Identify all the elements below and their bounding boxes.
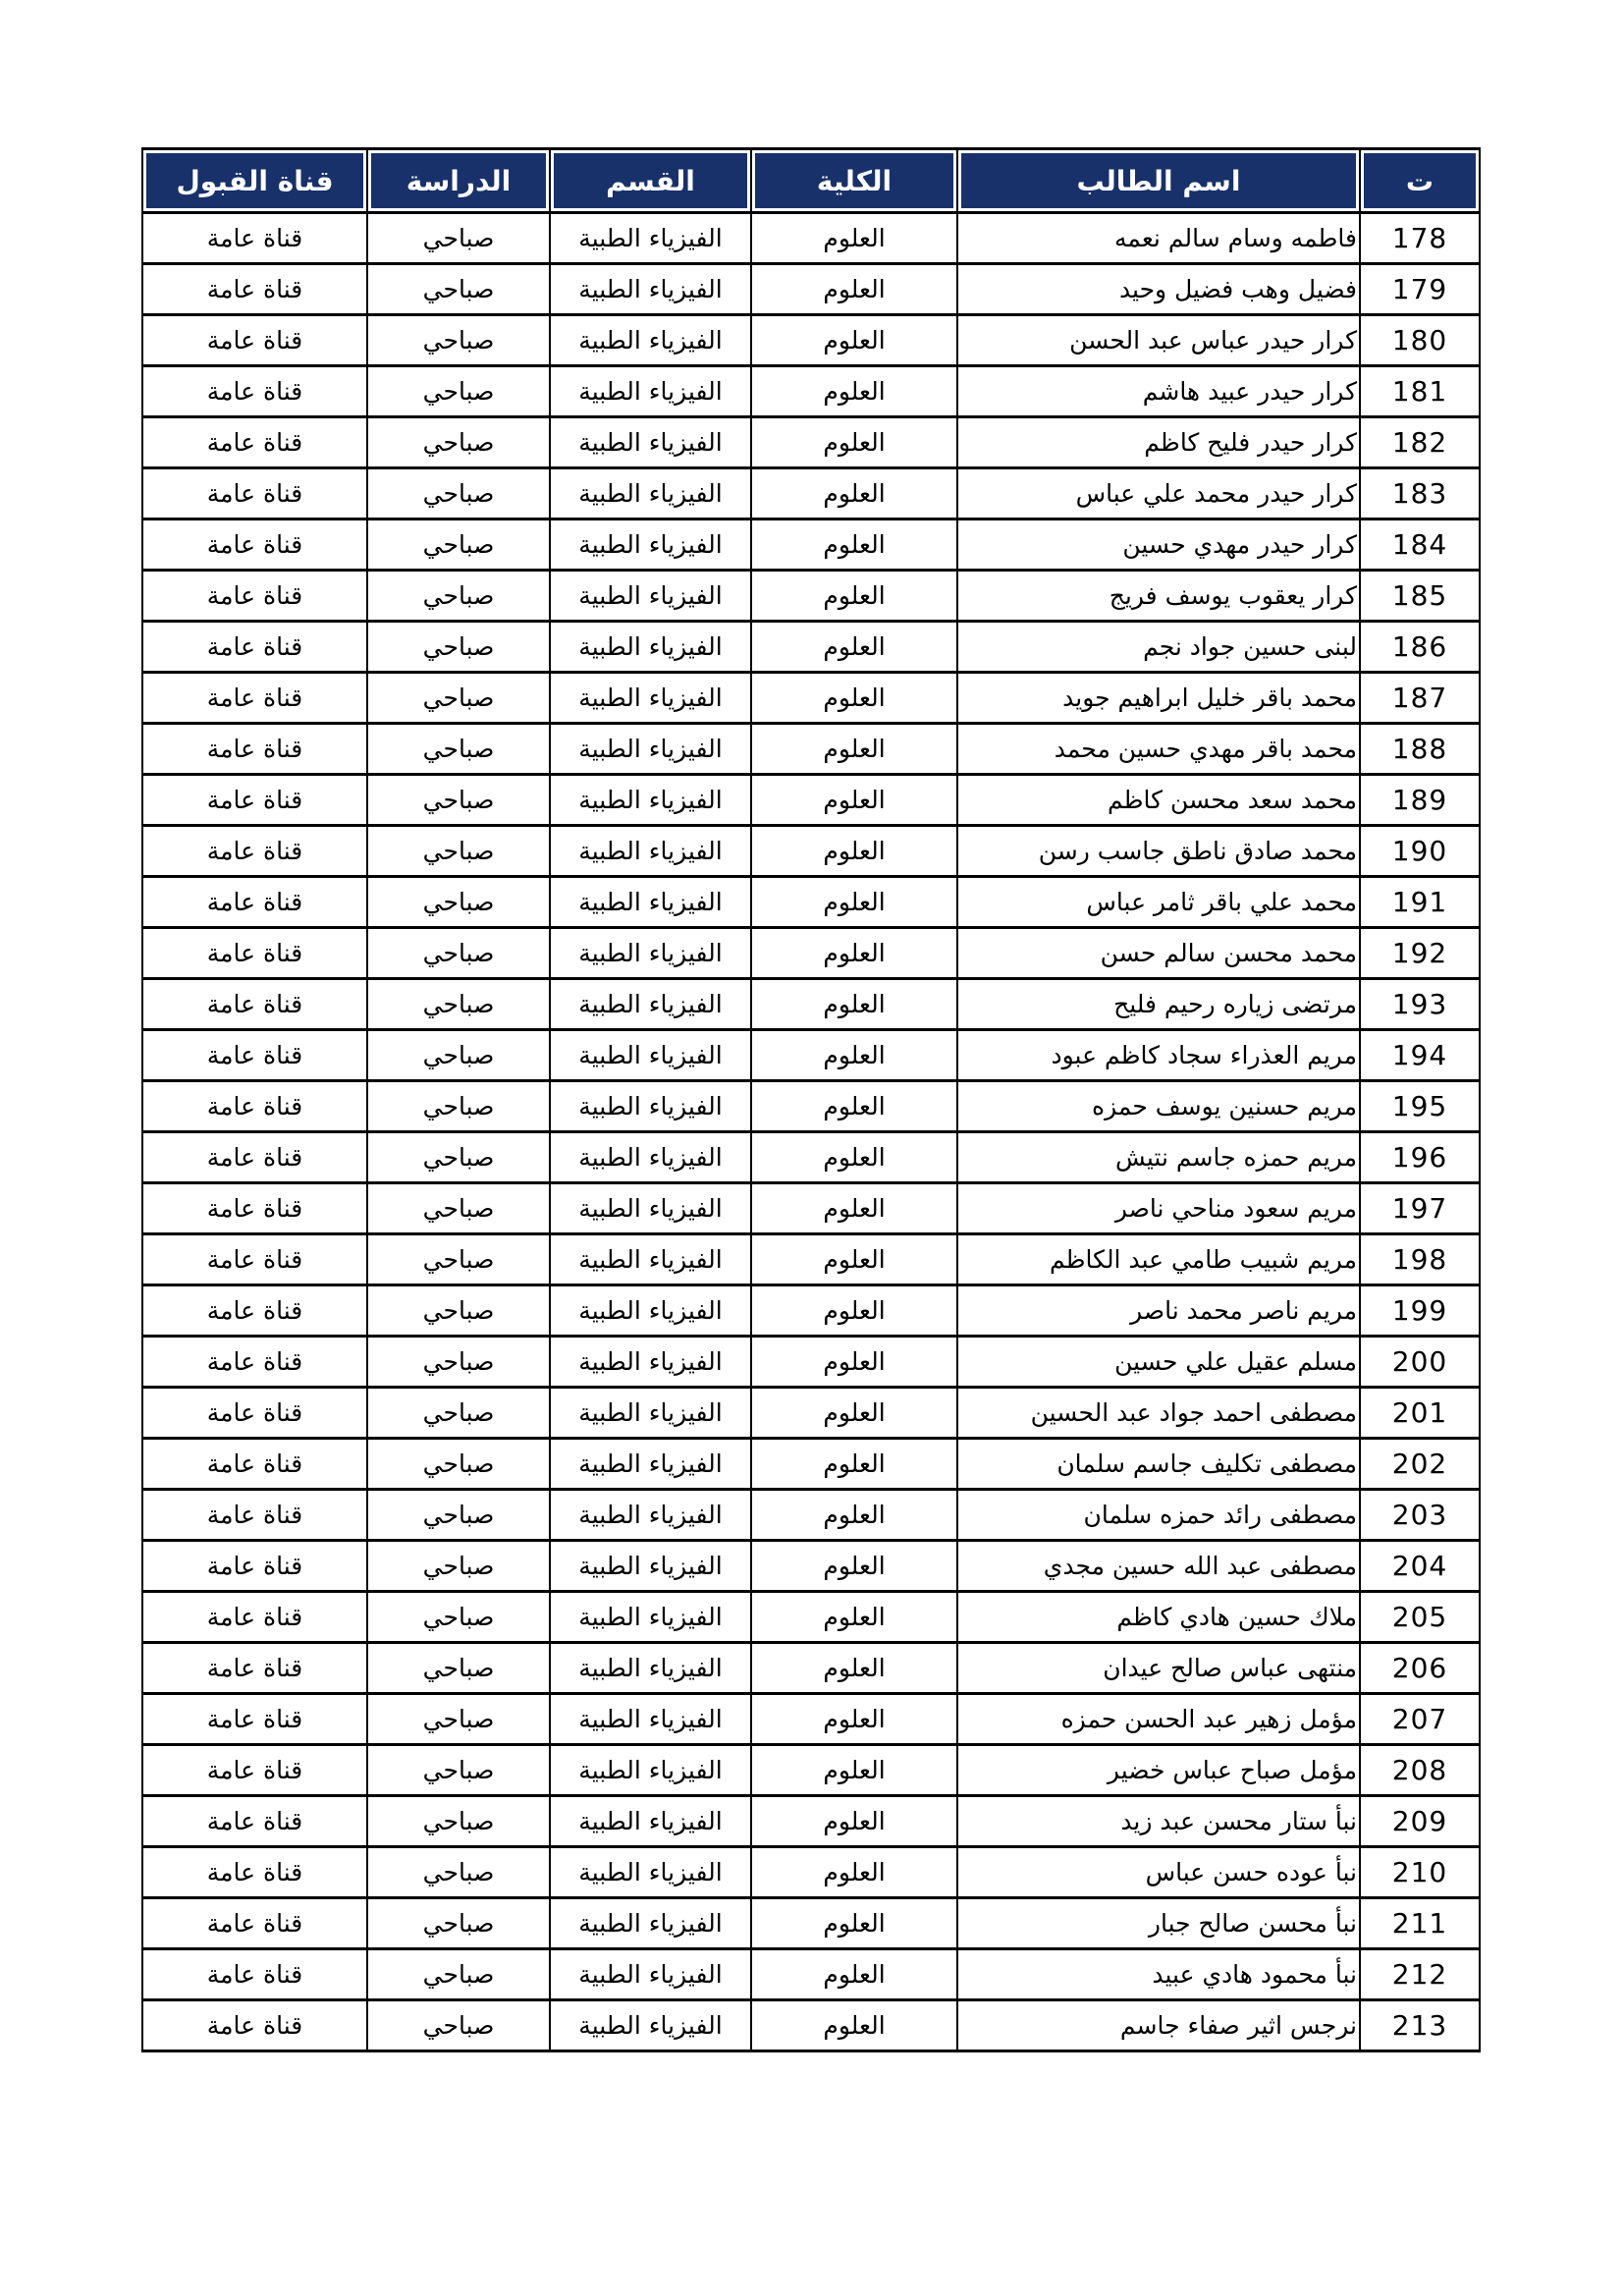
cell-admission-channel: قناة عامة xyxy=(142,1796,367,1847)
cell-study: صباحي xyxy=(367,877,550,928)
cell-department: الفيزياء الطبية xyxy=(550,1694,751,1745)
col-header-department: القسم xyxy=(550,149,751,213)
cell-study: صباحي xyxy=(367,1949,550,2000)
table-row xyxy=(142,1388,1480,1439)
cell-student-name: نبأ محسن صالح جبار xyxy=(957,1898,1360,1949)
cell-admission-channel: قناة عامة xyxy=(142,1439,367,1490)
cell-college: العلوم xyxy=(751,213,957,264)
cell-row-number: 208 xyxy=(1360,1745,1480,1796)
cell-student-name: مريم شبيب طامي عبد الكاظم xyxy=(957,1234,1360,1285)
cell-row-number: 206 xyxy=(1360,1643,1480,1694)
table-row xyxy=(142,1490,1480,1541)
cell-row-number: 195 xyxy=(1360,1081,1480,1132)
cell-college: العلوم xyxy=(751,826,957,877)
header-row xyxy=(142,149,1480,213)
table-row xyxy=(142,1132,1480,1183)
cell-row-number: 180 xyxy=(1360,315,1480,366)
table-row xyxy=(142,1592,1480,1643)
cell-admission-channel: قناة عامة xyxy=(142,1541,367,1592)
table-row xyxy=(142,1081,1480,1132)
cell-admission-channel: قناة عامة xyxy=(142,1490,367,1541)
cell-row-number: 192 xyxy=(1360,928,1480,979)
cell-college: العلوم xyxy=(751,1745,957,1796)
cell-college: العلوم xyxy=(751,1234,957,1285)
cell-college: العلوم xyxy=(751,724,957,775)
cell-study: صباحي xyxy=(367,1388,550,1439)
cell-row-number: 212 xyxy=(1360,1949,1480,2000)
cell-student-name: نرجس اثير صفاء جاسم xyxy=(957,2000,1360,2051)
cell-study: صباحي xyxy=(367,622,550,673)
table-row xyxy=(142,519,1480,571)
cell-admission-channel: قناة عامة xyxy=(142,519,367,571)
cell-admission-channel: قناة عامة xyxy=(142,673,367,724)
cell-department: الفيزياء الطبية xyxy=(550,417,751,468)
cell-department: الفيزياء الطبية xyxy=(550,775,751,826)
table-row xyxy=(142,622,1480,673)
cell-study: صباحي xyxy=(367,979,550,1030)
cell-admission-channel: قناة عامة xyxy=(142,1030,367,1081)
cell-department: الفيزياء الطبية xyxy=(550,1745,751,1796)
table-row xyxy=(142,1030,1480,1081)
cell-student-name: محمد صادق ناطق جاسب رسن xyxy=(957,826,1360,877)
cell-study: صباحي xyxy=(367,1541,550,1592)
cell-department: الفيزياء الطبية xyxy=(550,468,751,519)
cell-study: صباحي xyxy=(367,264,550,315)
cell-college: العلوم xyxy=(751,1337,957,1388)
cell-row-number: 199 xyxy=(1360,1285,1480,1337)
col-header-student-name: اسم الطالب xyxy=(957,149,1360,213)
cell-admission-channel: قناة عامة xyxy=(142,1949,367,2000)
cell-row-number: 181 xyxy=(1360,366,1480,417)
table-row xyxy=(142,366,1480,417)
cell-college: العلوم xyxy=(751,1030,957,1081)
cell-row-number: 207 xyxy=(1360,1694,1480,1745)
students-table xyxy=(141,147,1481,2052)
table-row xyxy=(142,1643,1480,1694)
cell-college: العلوم xyxy=(751,775,957,826)
cell-department: الفيزياء الطبية xyxy=(550,1643,751,1694)
cell-department: الفيزياء الطبية xyxy=(550,366,751,417)
cell-study: صباحي xyxy=(367,1490,550,1541)
cell-department: الفيزياء الطبية xyxy=(550,1183,751,1234)
cell-department: الفيزياء الطبية xyxy=(550,979,751,1030)
cell-college: العلوم xyxy=(751,1081,957,1132)
cell-student-name: نبأ عوده حسن عباس xyxy=(957,1847,1360,1898)
cell-college: العلوم xyxy=(751,1796,957,1847)
cell-student-name: كرار يعقوب يوسف فريج xyxy=(957,571,1360,622)
cell-admission-channel: قناة عامة xyxy=(142,2000,367,2051)
cell-admission-channel: قناة عامة xyxy=(142,1183,367,1234)
cell-college: العلوم xyxy=(751,468,957,519)
cell-row-number: 184 xyxy=(1360,519,1480,571)
cell-row-number: 205 xyxy=(1360,1592,1480,1643)
cell-admission-channel: قناة عامة xyxy=(142,1337,367,1388)
cell-admission-channel: قناة عامة xyxy=(142,775,367,826)
cell-department: الفيزياء الطبية xyxy=(550,673,751,724)
cell-admission-channel: قناة عامة xyxy=(142,928,367,979)
cell-study: صباحي xyxy=(367,928,550,979)
cell-college: العلوم xyxy=(751,1643,957,1694)
table-row xyxy=(142,1949,1480,2000)
cell-admission-channel: قناة عامة xyxy=(142,622,367,673)
cell-student-name: محمد محسن سالم حسن xyxy=(957,928,1360,979)
cell-admission-channel: قناة عامة xyxy=(142,1847,367,1898)
cell-department: الفيزياء الطبية xyxy=(550,2000,751,2051)
cell-admission-channel: قناة عامة xyxy=(142,877,367,928)
cell-row-number: 202 xyxy=(1360,1439,1480,1490)
cell-college: العلوم xyxy=(751,1949,957,2000)
cell-admission-channel: قناة عامة xyxy=(142,1592,367,1643)
table-row xyxy=(142,417,1480,468)
cell-admission-channel: قناة عامة xyxy=(142,264,367,315)
cell-admission-channel: قناة عامة xyxy=(142,826,367,877)
cell-college: العلوم xyxy=(751,1132,957,1183)
cell-department: الفيزياء الطبية xyxy=(550,1796,751,1847)
cell-study: صباحي xyxy=(367,1081,550,1132)
col-header-admission-channel: قناة القبول xyxy=(142,149,367,213)
cell-student-name: مؤمل زهير عبد الحسن حمزه xyxy=(957,1694,1360,1745)
cell-study: صباحي xyxy=(367,724,550,775)
cell-row-number: 203 xyxy=(1360,1490,1480,1541)
table-row xyxy=(142,468,1480,519)
cell-admission-channel: قناة عامة xyxy=(142,1898,367,1949)
cell-row-number: 209 xyxy=(1360,1796,1480,1847)
cell-row-number: 189 xyxy=(1360,775,1480,826)
cell-department: الفيزياء الطبية xyxy=(550,519,751,571)
cell-student-name: مصطفى عبد الله حسين مجدي xyxy=(957,1541,1360,1592)
cell-college: العلوم xyxy=(751,928,957,979)
cell-student-name: محمد باقر خليل ابراهيم جويد xyxy=(957,673,1360,724)
cell-row-number: 196 xyxy=(1360,1132,1480,1183)
cell-student-name: نبأ محمود هادي عبيد xyxy=(957,1949,1360,2000)
cell-study: صباحي xyxy=(367,571,550,622)
cell-admission-channel: قناة عامة xyxy=(142,1745,367,1796)
cell-college: العلوم xyxy=(751,519,957,571)
cell-department: الفيزياء الطبية xyxy=(550,1234,751,1285)
cell-department: الفيزياء الطبية xyxy=(550,1541,751,1592)
cell-college: العلوم xyxy=(751,2000,957,2051)
cell-college: العلوم xyxy=(751,877,957,928)
cell-college: العلوم xyxy=(751,1694,957,1745)
cell-student-name: مريم حسنين يوسف حمزه xyxy=(957,1081,1360,1132)
cell-admission-channel: قناة عامة xyxy=(142,213,367,264)
table-row xyxy=(142,1337,1480,1388)
table-row xyxy=(142,724,1480,775)
cell-admission-channel: قناة عامة xyxy=(142,468,367,519)
cell-student-name: كرار حيدر محمد علي عباس xyxy=(957,468,1360,519)
cell-college: العلوم xyxy=(751,1285,957,1337)
cell-admission-channel: قناة عامة xyxy=(142,417,367,468)
cell-student-name: مصطفى رائد حمزه سلمان xyxy=(957,1490,1360,1541)
cell-college: العلوم xyxy=(751,622,957,673)
cell-student-name: محمد سعد محسن كاظم xyxy=(957,775,1360,826)
cell-student-name: مصطفى تكليف جاسم سلمان xyxy=(957,1439,1360,1490)
table-row xyxy=(142,979,1480,1030)
cell-study: صباحي xyxy=(367,1183,550,1234)
table-row xyxy=(142,775,1480,826)
cell-row-number: 188 xyxy=(1360,724,1480,775)
cell-row-number: 190 xyxy=(1360,826,1480,877)
cell-department: الفيزياء الطبية xyxy=(550,1847,751,1898)
cell-admission-channel: قناة عامة xyxy=(142,979,367,1030)
cell-student-name: مريم العذراء سجاد كاظم عبود xyxy=(957,1030,1360,1081)
cell-row-number: 179 xyxy=(1360,264,1480,315)
col-header-no: ت xyxy=(1360,149,1480,213)
cell-student-name: مرتضى زياره رحيم فليح xyxy=(957,979,1360,1030)
table-row xyxy=(142,1541,1480,1592)
cell-row-number: 191 xyxy=(1360,877,1480,928)
cell-row-number: 178 xyxy=(1360,213,1480,264)
table-row xyxy=(142,1183,1480,1234)
cell-student-name: منتهى عباس صالح عيدان xyxy=(957,1643,1360,1694)
cell-student-name: كرار حيدر عباس عبد الحسن xyxy=(957,315,1360,366)
cell-college: العلوم xyxy=(751,673,957,724)
cell-admission-channel: قناة عامة xyxy=(142,1694,367,1745)
cell-admission-channel: قناة عامة xyxy=(142,1234,367,1285)
cell-department: الفيزياء الطبية xyxy=(550,826,751,877)
cell-college: العلوم xyxy=(751,366,957,417)
cell-student-name: مريم سعود مناحي ناصر xyxy=(957,1183,1360,1234)
cell-student-name: كرار حيدر عبيد هاشم xyxy=(957,366,1360,417)
cell-row-number: 182 xyxy=(1360,417,1480,468)
cell-department: الفيزياء الطبية xyxy=(550,928,751,979)
cell-admission-channel: قناة عامة xyxy=(142,1081,367,1132)
cell-study: صباحي xyxy=(367,775,550,826)
cell-study: صباحي xyxy=(367,2000,550,2051)
table-row xyxy=(142,1694,1480,1745)
cell-department: الفيزياء الطبية xyxy=(550,1439,751,1490)
cell-student-name: مصطفى احمد جواد عبد الحسين xyxy=(957,1388,1360,1439)
cell-college: العلوم xyxy=(751,315,957,366)
cell-department: الفيزياء الطبية xyxy=(550,213,751,264)
table-row xyxy=(142,673,1480,724)
cell-college: العلوم xyxy=(751,571,957,622)
cell-row-number: 211 xyxy=(1360,1898,1480,1949)
col-header-college: الكلية xyxy=(751,149,957,213)
cell-row-number: 194 xyxy=(1360,1030,1480,1081)
cell-row-number: 200 xyxy=(1360,1337,1480,1388)
cell-study: صباحي xyxy=(367,1439,550,1490)
table-row xyxy=(142,264,1480,315)
table-row xyxy=(142,571,1480,622)
cell-row-number: 185 xyxy=(1360,571,1480,622)
cell-admission-channel: قناة عامة xyxy=(142,1388,367,1439)
cell-study: صباحي xyxy=(367,213,550,264)
table-row xyxy=(142,826,1480,877)
cell-admission-channel: قناة عامة xyxy=(142,1285,367,1337)
cell-row-number: 197 xyxy=(1360,1183,1480,1234)
cell-student-name: كرار حيدر مهدي حسين xyxy=(957,519,1360,571)
cell-student-name: محمد باقر مهدي حسين محمد xyxy=(957,724,1360,775)
cell-study: صباحي xyxy=(367,673,550,724)
cell-department: الفيزياء الطبية xyxy=(550,1592,751,1643)
cell-study: صباحي xyxy=(367,1643,550,1694)
cell-department: الفيزياء الطبية xyxy=(550,264,751,315)
table-row xyxy=(142,928,1480,979)
cell-study: صباحي xyxy=(367,1234,550,1285)
cell-row-number: 187 xyxy=(1360,673,1480,724)
table-row xyxy=(142,213,1480,264)
cell-college: العلوم xyxy=(751,1898,957,1949)
cell-row-number: 193 xyxy=(1360,979,1480,1030)
cell-college: العلوم xyxy=(751,417,957,468)
cell-department: الفيزياء الطبية xyxy=(550,315,751,366)
cell-row-number: 201 xyxy=(1360,1388,1480,1439)
cell-study: صباحي xyxy=(367,1337,550,1388)
cell-study: صباحي xyxy=(367,1745,550,1796)
cell-department: الفيزياء الطبية xyxy=(550,1949,751,2000)
cell-study: صباحي xyxy=(367,1030,550,1081)
cell-college: العلوم xyxy=(751,1592,957,1643)
cell-college: العلوم xyxy=(751,1439,957,1490)
cell-department: الفيزياء الطبية xyxy=(550,1337,751,1388)
cell-college: العلوم xyxy=(751,1541,957,1592)
cell-student-name: مريم حمزه جاسم نتيش xyxy=(957,1132,1360,1183)
cell-student-name: كرار حيدر فليح كاظم xyxy=(957,417,1360,468)
cell-admission-channel: قناة عامة xyxy=(142,724,367,775)
cell-department: الفيزياء الطبية xyxy=(550,1081,751,1132)
cell-student-name: نبأ ستار محسن عبد زيد xyxy=(957,1796,1360,1847)
cell-study: صباحي xyxy=(367,1592,550,1643)
table-row xyxy=(142,1439,1480,1490)
cell-row-number: 198 xyxy=(1360,1234,1480,1285)
cell-department: الفيزياء الطبية xyxy=(550,622,751,673)
cell-study: صباحي xyxy=(367,519,550,571)
cell-study: صباحي xyxy=(367,1898,550,1949)
cell-department: الفيزياء الطبية xyxy=(550,1490,751,1541)
cell-row-number: 204 xyxy=(1360,1541,1480,1592)
cell-college: العلوم xyxy=(751,1388,957,1439)
cell-department: الفيزياء الطبية xyxy=(550,1285,751,1337)
table-row xyxy=(142,1847,1480,1898)
cell-admission-channel: قناة عامة xyxy=(142,366,367,417)
table-row xyxy=(142,1234,1480,1285)
cell-admission-channel: قناة عامة xyxy=(142,571,367,622)
cell-study: صباحي xyxy=(367,1694,550,1745)
cell-student-name: محمد علي باقر ثامر عباس xyxy=(957,877,1360,928)
cell-college: العلوم xyxy=(751,1490,957,1541)
cell-college: العلوم xyxy=(751,979,957,1030)
cell-study: صباحي xyxy=(367,1285,550,1337)
col-header-study: الدراسة xyxy=(367,149,550,213)
cell-admission-channel: قناة عامة xyxy=(142,1643,367,1694)
cell-study: صباحي xyxy=(367,1847,550,1898)
cell-study: صباحي xyxy=(367,468,550,519)
cell-study: صباحي xyxy=(367,826,550,877)
table-row xyxy=(142,1285,1480,1337)
cell-student-name: فضيل وهب فضيل وحيد xyxy=(957,264,1360,315)
table-body xyxy=(142,213,1480,2051)
table-row xyxy=(142,1796,1480,1847)
cell-study: صباحي xyxy=(367,1132,550,1183)
cell-row-number: 210 xyxy=(1360,1847,1480,1898)
cell-student-name: لبنى حسين جواد نجم xyxy=(957,622,1360,673)
table-row xyxy=(142,2000,1480,2051)
cell-study: صباحي xyxy=(367,315,550,366)
cell-admission-channel: قناة عامة xyxy=(142,1132,367,1183)
cell-department: الفيزياء الطبية xyxy=(550,724,751,775)
cell-department: الفيزياء الطبية xyxy=(550,1388,751,1439)
cell-row-number: 213 xyxy=(1360,2000,1480,2051)
cell-department: الفيزياء الطبية xyxy=(550,877,751,928)
cell-study: صباحي xyxy=(367,417,550,468)
cell-student-name: مؤمل صباح عباس خضير xyxy=(957,1745,1360,1796)
cell-department: الفيزياء الطبية xyxy=(550,1030,751,1081)
cell-student-name: فاطمه وسام سالم نعمه xyxy=(957,213,1360,264)
cell-admission-channel: قناة عامة xyxy=(142,315,367,366)
cell-student-name: مسلم عقيل علي حسين xyxy=(957,1337,1360,1388)
cell-department: الفيزياء الطبية xyxy=(550,1132,751,1183)
cell-row-number: 186 xyxy=(1360,622,1480,673)
cell-student-name: مريم ناصر محمد ناصر xyxy=(957,1285,1360,1337)
cell-department: الفيزياء الطبية xyxy=(550,1898,751,1949)
cell-student-name: ملاك حسين هادي كاظم xyxy=(957,1592,1360,1643)
table-row xyxy=(142,1898,1480,1949)
cell-row-number: 183 xyxy=(1360,468,1480,519)
table-row xyxy=(142,1745,1480,1796)
table-row xyxy=(142,315,1480,366)
cell-study: صباحي xyxy=(367,366,550,417)
table-row xyxy=(142,877,1480,928)
cell-study: صباحي xyxy=(367,1796,550,1847)
cell-college: العلوم xyxy=(751,264,957,315)
cell-college: العلوم xyxy=(751,1183,957,1234)
cell-college: العلوم xyxy=(751,1847,957,1898)
cell-department: الفيزياء الطبية xyxy=(550,571,751,622)
